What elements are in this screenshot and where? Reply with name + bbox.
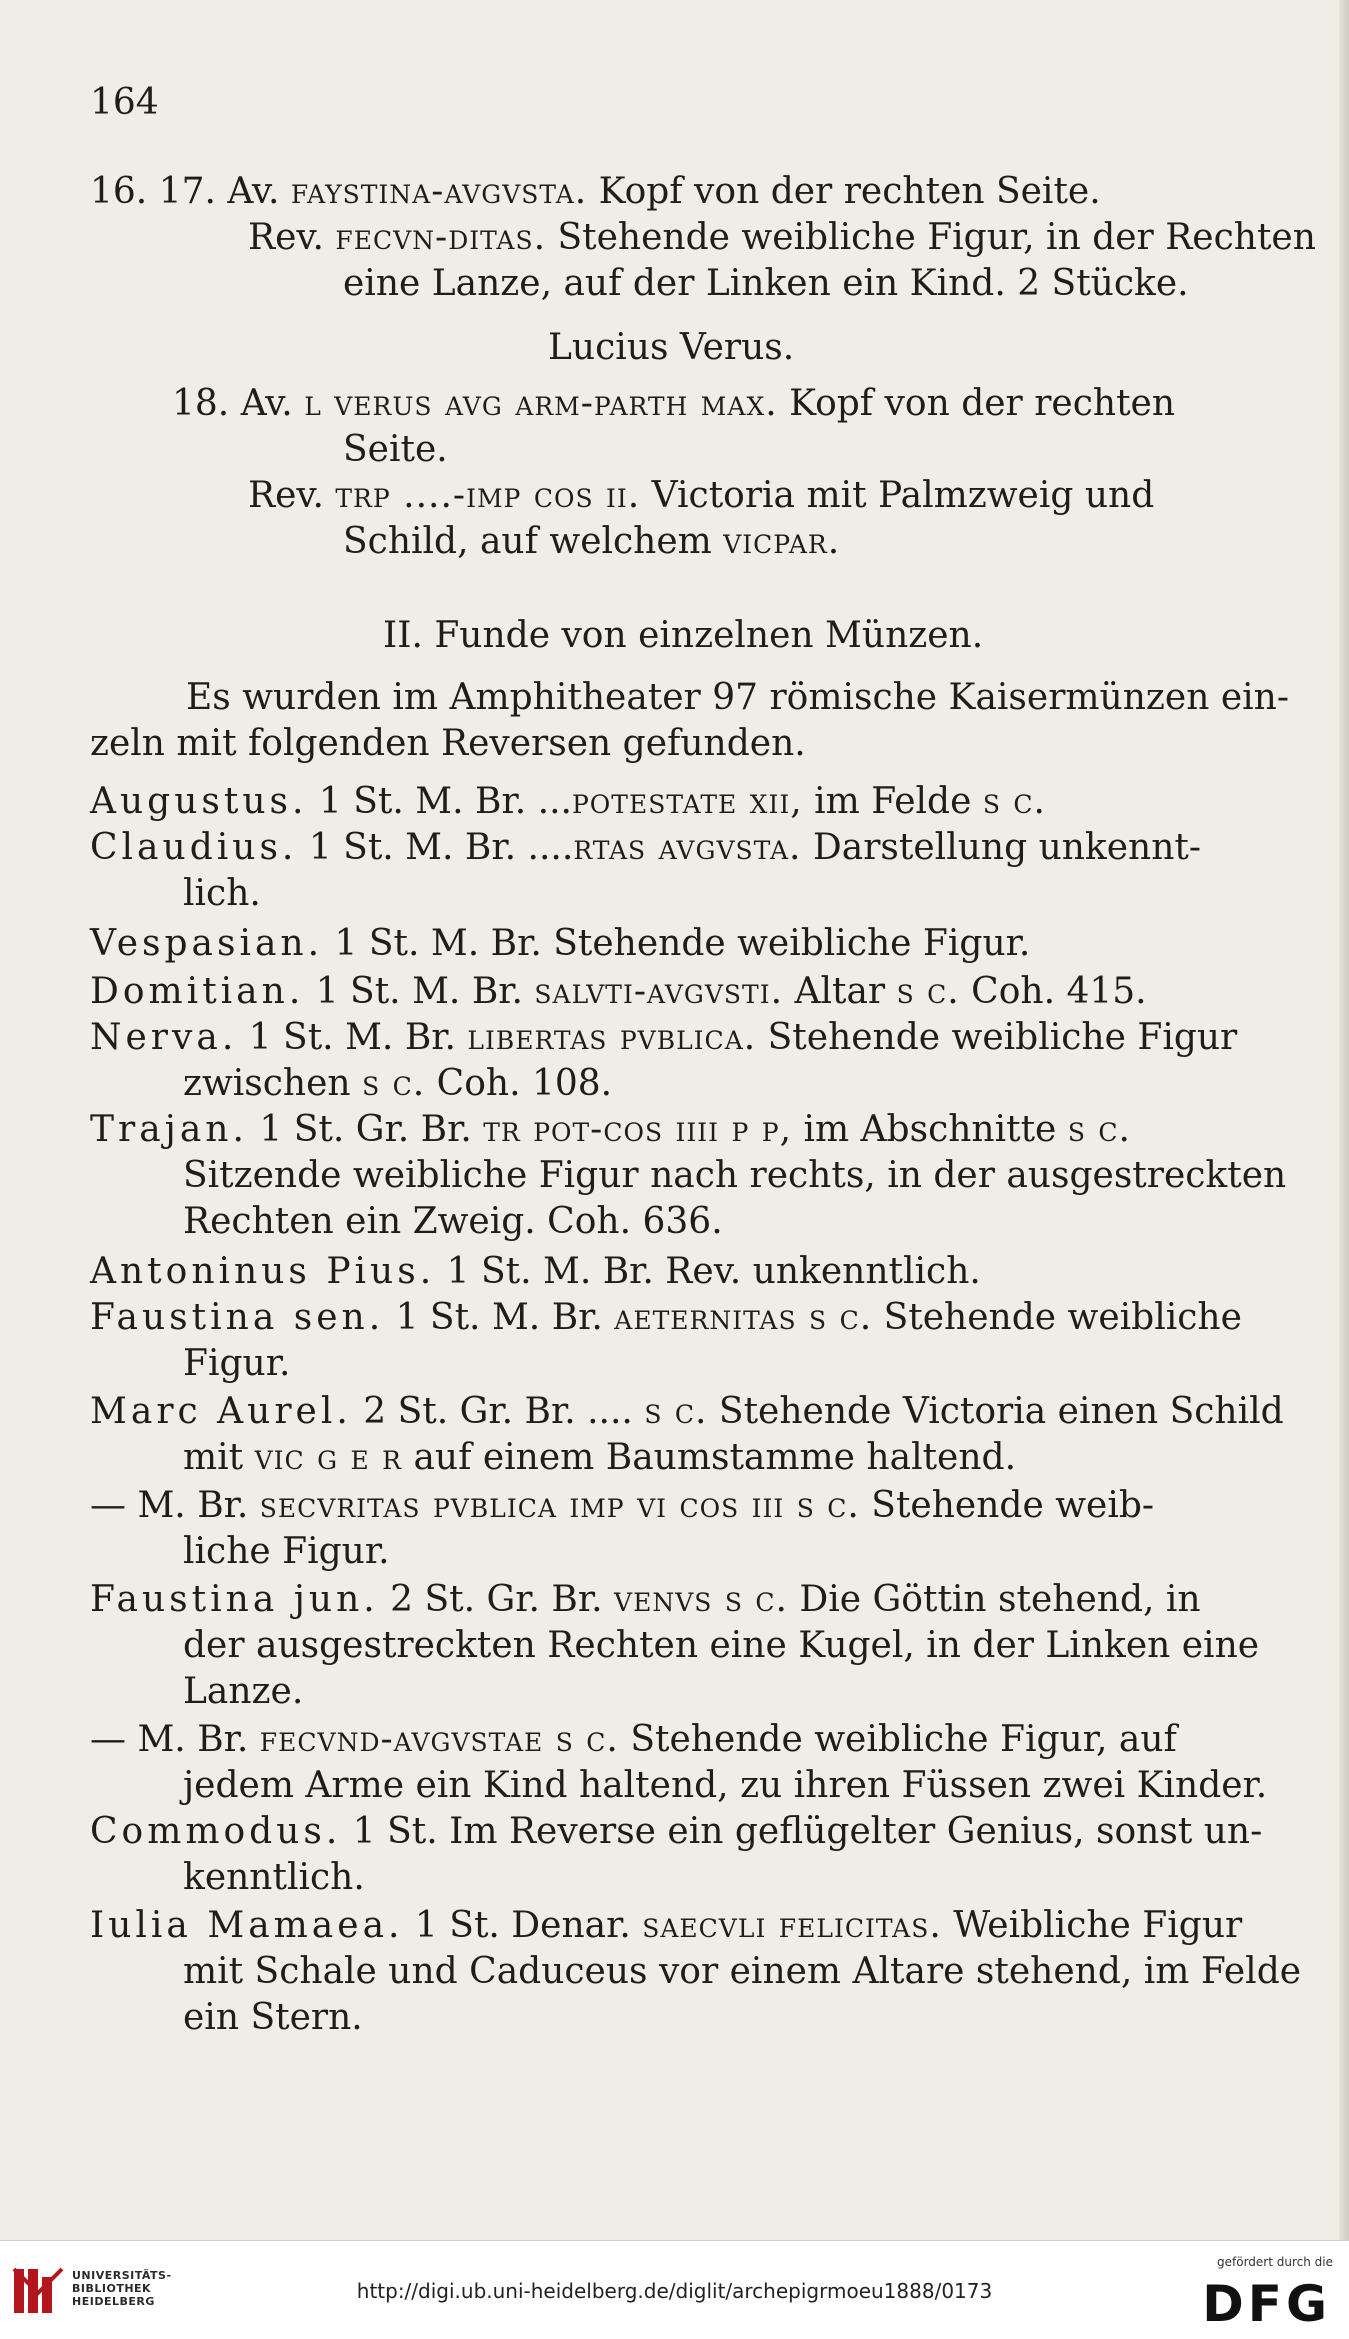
text-run: 2 St. Gr. Br. — [378, 1579, 615, 1620]
text-line — [90, 722, 806, 766]
text-run: Coh. 108. — [425, 1063, 613, 1104]
entry-line — [90, 922, 1030, 966]
text-run: 1 St. M. Br. — [304, 971, 535, 1012]
funding-note: gefördert durch die — [1217, 2255, 1333, 2269]
legend-inscription: fecvnd-avgvstae s c. — [259, 1719, 619, 1760]
text-line — [183, 1154, 1286, 1198]
text-run: Es wurden im Amphitheater 97 römische Kaisermünzen ein- — [186, 677, 1289, 718]
text-run: der ausgestreckten Rechten eine Kugel, in der Linken eine — [183, 1625, 1260, 1666]
entry-line — [90, 1250, 981, 1294]
library-name: UNIVERSITÄTS- BIBLIOTHEK HEIDELBERG — [72, 2269, 172, 2308]
legend-inscription: salvti-avgvsti. — [534, 971, 784, 1012]
legend-inscription: s c. — [1067, 1109, 1131, 1150]
legend-inscription: libertas pvblica. — [467, 1017, 757, 1058]
text-run: Lanze. — [183, 1671, 304, 1712]
entry-line — [90, 826, 1201, 870]
text-run: 1 St. M. Br. .... — [297, 827, 574, 868]
text-run: Die Göttin stehend, in — [787, 1579, 1201, 1620]
text-run: Schild, auf welchem — [343, 521, 724, 562]
emperor-name: Nerva. — [90, 1017, 238, 1058]
emperor-name: Vespasian. — [90, 923, 324, 964]
legend-inscription: venvs s c. — [614, 1579, 788, 1620]
text-line — [248, 474, 1154, 518]
text-line — [343, 262, 1189, 306]
text-run: Lucius Verus. — [548, 327, 795, 368]
text-run: — M. Br. — [90, 1485, 260, 1526]
entry-line — [90, 1904, 1242, 1948]
text-run: jedem Arme ein Kind haltend, zu ihren Füssen zwei Kinder. — [183, 1765, 1268, 1806]
text-line — [183, 1436, 1016, 1480]
text-run: zeln mit folgenden Reversen gefunden. — [90, 723, 806, 764]
legend-inscription: l verus avg arm-parth max. — [304, 383, 778, 424]
text-run: 1 St. Im Reverse ein geflügelter Genius, sonst un- — [341, 1811, 1263, 1852]
text-line — [183, 1062, 612, 1106]
text-line — [172, 382, 1175, 426]
text-run: 1 St. M. Br. — [384, 1297, 615, 1338]
legend-inscription: vicpar. — [723, 521, 841, 562]
text-line — [183, 1856, 365, 1900]
text-run: Victoria mit Palmzweig und — [640, 475, 1155, 516]
emperor-name: Faustina sen. — [90, 1297, 385, 1338]
text-line — [186, 676, 1289, 720]
text-line — [90, 170, 1101, 214]
text-line — [183, 872, 261, 916]
text-line — [248, 216, 1316, 260]
text-line — [343, 428, 448, 472]
entry-line — [90, 1108, 1131, 1152]
emperor-name: Marc Aurel. — [90, 1391, 352, 1432]
text-run: Seite. — [343, 429, 448, 470]
text-run: — M. Br. — [90, 1719, 260, 1760]
text-run: Sitzende weibliche Figur nach rechts, in der ausgestreckten — [183, 1155, 1287, 1196]
text-run: 1 St. M. Br. Stehende weibliche Figur. — [323, 923, 1031, 964]
emperor-name: Commodus. — [90, 1811, 342, 1852]
text-run: Stehende weibliche Figur — [756, 1017, 1238, 1058]
text-run: liche Figur. — [183, 1531, 390, 1572]
text-run: lich. — [183, 873, 261, 914]
text-run: Altar — [783, 971, 897, 1012]
entry-line — [90, 1484, 1154, 1528]
text-run: im Abschnitte — [792, 1109, 1068, 1150]
emperor-name: Antoninus Pius. — [90, 1251, 436, 1292]
text-run: mit Schale und Caduceus vor einem Altare stehend, im Felde — [183, 1951, 1302, 1992]
dfg-logo: DFG — [1202, 2275, 1331, 2333]
text-run: Stehende weibliche Figur, auf — [618, 1719, 1177, 1760]
emperor-name: Domitian. — [90, 971, 305, 1012]
text-run: Darstellung unkennt- — [801, 827, 1202, 868]
text-run: ein Stern. — [183, 1997, 363, 2038]
entry-line — [90, 1390, 1284, 1434]
legend-inscription: potestate xii, — [571, 781, 803, 822]
legend-inscription: fecvn-ditas. — [335, 217, 547, 258]
entry-line — [90, 1578, 1201, 1622]
text-run: Kopf von der rechten Seite. — [587, 171, 1101, 212]
text-line — [183, 1200, 723, 1244]
legend-inscription: aeternitas s c. — [614, 1297, 873, 1338]
page-number: 164 — [90, 82, 159, 123]
text-run: 1 St. M. Br. Rev. unkenntlich. — [435, 1251, 981, 1292]
text-line — [343, 520, 840, 564]
text-run: Stehende weib- — [859, 1485, 1155, 1526]
text-run: Rechten ein Zweig. Coh. 636. — [183, 1201, 723, 1242]
viewer-footer — [0, 2240, 1349, 2339]
section-heading — [548, 326, 794, 370]
legend-inscription: tr pot-cos iiii p p, — [483, 1109, 793, 1150]
text-run: 16. 17. Av. — [90, 171, 291, 212]
text-run: 18. Av. — [172, 383, 305, 424]
text-line — [183, 1530, 390, 1574]
legend-inscription: saecvli felicitas. — [642, 1905, 942, 1946]
emperor-name: Augustus. — [90, 781, 308, 822]
text-run: Stehende Victoria einen Schild — [707, 1391, 1284, 1432]
legend-inscription: trp ....-imp cos ii. — [335, 475, 641, 516]
text-run: Stehende weibliche Figur, in der Rechten — [546, 217, 1316, 258]
text-run: eine Lanze, auf der Linken ein Kind. 2 Stücke. — [343, 263, 1189, 304]
text-run: Weibliche Figur — [941, 1905, 1243, 1946]
legend-inscription: s c. — [896, 971, 960, 1012]
text-run: im Felde — [802, 781, 983, 822]
text-run: Kopf von der rechten — [777, 383, 1176, 424]
text-run: 1 St. M. Br. ... — [307, 781, 572, 822]
text-run: Coh. 415. — [959, 971, 1147, 1012]
text-line — [183, 1996, 363, 2040]
legend-inscription: vic g e r — [254, 1437, 402, 1478]
legend-inscription: s c. — [362, 1063, 426, 1104]
text-line — [183, 1764, 1267, 1808]
text-run: 1 St. Denar. — [403, 1905, 643, 1946]
entry-line — [90, 1810, 1262, 1854]
text-line — [183, 1950, 1301, 1994]
entry-line — [90, 1296, 1242, 1340]
emperor-name: Trajan. — [90, 1109, 248, 1150]
text-run: II. Funde von einzelnen Münzen. — [383, 615, 984, 656]
text-run: 2 St. Gr. Br. .... — [351, 1391, 645, 1432]
entry-line — [90, 780, 1046, 824]
text-run: zwischen — [183, 1063, 363, 1104]
page-edge-shadow — [1339, 0, 1349, 2240]
text-run: 1 St. Gr. Br. — [247, 1109, 484, 1150]
entry-line — [90, 970, 1147, 1014]
emperor-name: Faustina jun. — [90, 1579, 379, 1620]
emperor-name: Claudius. — [90, 827, 298, 868]
text-run: Figur. — [183, 1343, 291, 1384]
text-run: Rev. — [248, 217, 336, 258]
text-run: mit — [183, 1437, 255, 1478]
legend-inscription: s c. — [982, 781, 1047, 822]
emperor-name: Iulia Mamaea. — [90, 1905, 404, 1946]
text-line — [183, 1670, 303, 1714]
legend-inscription: secvritas pvblica imp vi cos iii s c. — [259, 1485, 860, 1526]
text-run: auf einem Baumstamme haltend. — [402, 1437, 1017, 1478]
text-run: Stehende weibliche — [872, 1297, 1242, 1338]
text-line — [183, 1342, 290, 1386]
text-run: kenntlich. — [183, 1857, 365, 1898]
text-run: Rev. — [248, 475, 336, 516]
permalink-url[interactable]: http://digi.ub.uni-heidelberg.de/diglit/archepigrmoeu1888/0173 — [356, 2279, 993, 2303]
legend-inscription: rtas avgvsta. — [573, 827, 802, 868]
legend-inscription: faystina-avgvsta. — [290, 171, 588, 212]
legend-inscription: s c. — [644, 1391, 708, 1432]
entry-line — [90, 1718, 1177, 1762]
text-line — [183, 1624, 1259, 1668]
section-heading — [383, 614, 983, 658]
text-run: 1 St. M. Br. — [237, 1017, 468, 1058]
entry-line — [90, 1016, 1237, 1060]
